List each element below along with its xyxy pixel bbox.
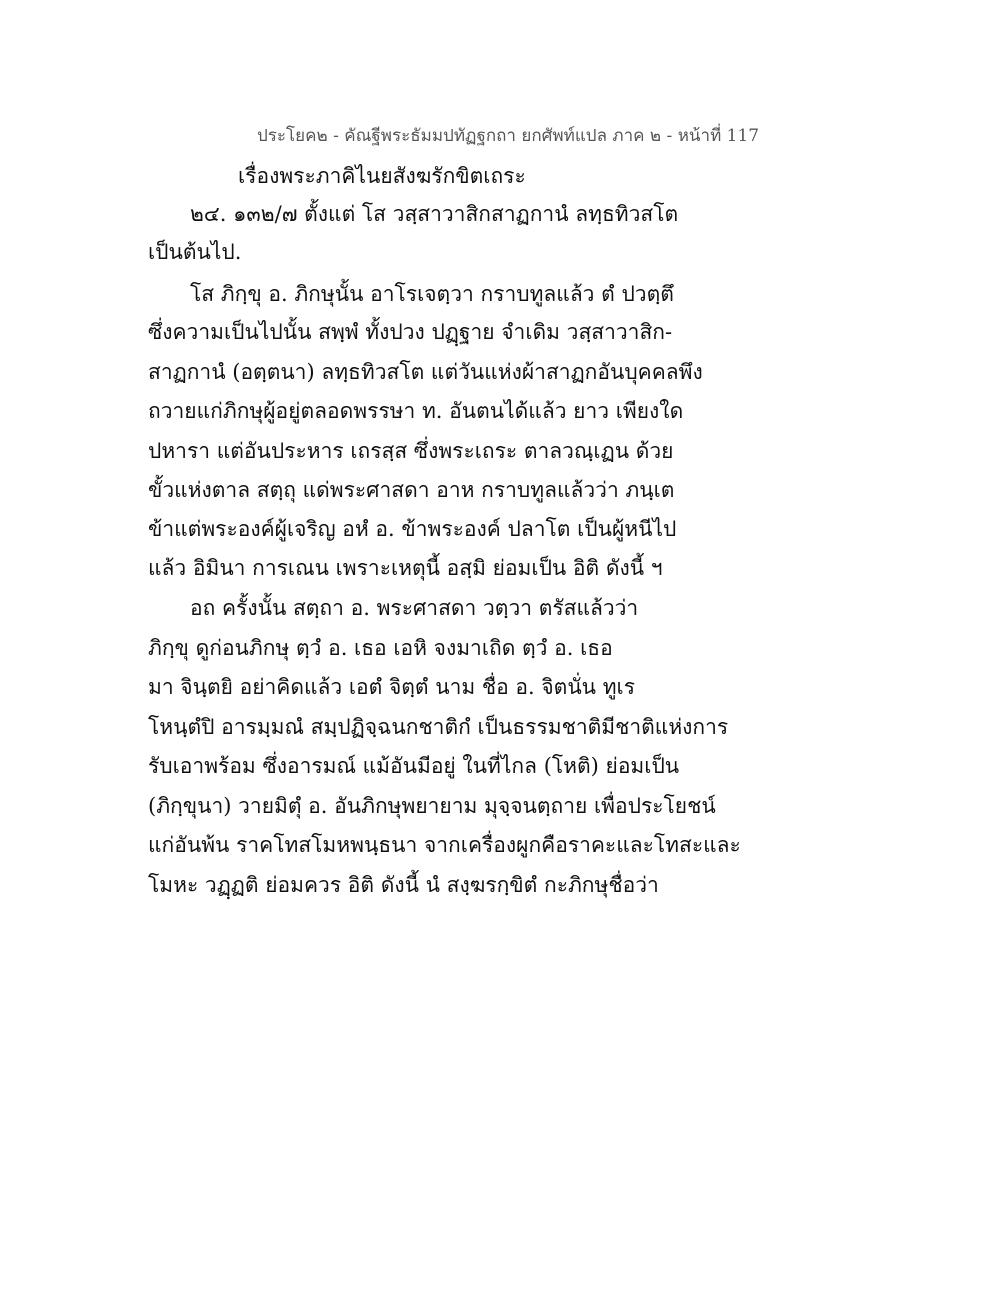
text-line: รับเอาพร้อม ซึ่งอารมณ์ แม้อันมีอยู่ ในที่ไกล (โหติ) ย่อมเป็น [148,754,680,778]
text-line: ขั้วแห่งตาล สตฺถุ แด่พระศาสดา อาห กราบทูลแล้วว่า ภนฺเต [148,478,675,502]
text-line: ถวายแก่ภิกษุผู้อยู่ตลอดพรรษา ท. อันตนได้แล้ว ยาว เพียงใด [148,399,684,423]
text-line: อถ ครั้งนั้น สตฺถา อ. พระศาสดา วตฺวา ตรัสแล้วว่า [190,596,639,620]
text-line: ซึ่งความเป็นไปนั้น สพฺพํ ทั้งปวง ปฏฺฐาย จำเดิม วสฺสาวาสิก- [148,320,673,344]
text-line: โหนฺตํปิ อารมฺมณํ สมฺปฏิจฺฉนกชาติกํ เป็นธรรมชาติมีชาติแห่งการ [148,715,729,739]
text-line: (ภิกฺขุนา) วายมิตุํ อ. อันภิกษุพยายาม มุจฺจนตฺถาย เพื่อประโยชน์ [148,794,716,818]
text-line: มา จินฺตยิ อย่าคิดแล้ว เอตํ จิตฺตํ นาม ชื่อ อ. จิตนั่น ทูเร [148,675,636,699]
story-title: เรื่องพระภาคิไนยสังฆรักขิตเถระ [238,164,526,188]
running-header: ประโยค๒ - คัณฐีพระธัมมปทัฏฐกถา ยกศัพท์แปล ภาค ๒ - หน้าที่ 117 [257,126,760,146]
text-line: แล้ว อิมินา การเณน เพราะเหตุนี้ อสฺมิ ย่อมเป็น อิติ ดังนี้ ฯ [148,556,663,580]
text-line: ๒๔. ๑๓๒/๗ ตั้งแต่ โส วสฺสาวาสิกสาฏกานํ ลทฺธทิวสโต [190,202,679,226]
text-line: ภิกฺขุ ดูก่อนภิกษุ ตฺวํ อ. เธอ เอหิ จงมาเถิด ตฺวํ อ. เธอ [148,636,613,660]
text-line: ข้าแต่พระองค์ผู้เจริญ อหํ อ. ข้าพระองค์ ปลาโต เป็นผู้หนีไป [148,517,677,541]
text-line: เป็นต้นไป. [148,240,242,264]
text-line: สาฏกานํ (อตฺตนา) ลทฺธทิวสโต แต่วันแห่งผ้าสาฏกอันบุคคลพึง [148,360,703,384]
text-line: โส ภิกฺขุ อ. ภิกษุนั้น อาโรเจตฺวา กราบทูลแล้ว ตํ ปวตฺตึ [190,282,674,306]
text-line: โมหะ วฏฺฏติ ย่อมควร อิติ ดังนี้ นํ สงฺฆรกฺขิตํ กะภิกษุชื่อว่า [148,873,659,897]
text-line: แก่อันพ้น ราคโทสโมหพนฺธนา จากเครื่องผูกคือราคะและโทสะและ [148,833,741,857]
text-line: ปหารา แต่อันประหาร เถรสฺส ซึ่งพระเถระ ตาลวณฺเฏน ด้วย [148,439,674,463]
